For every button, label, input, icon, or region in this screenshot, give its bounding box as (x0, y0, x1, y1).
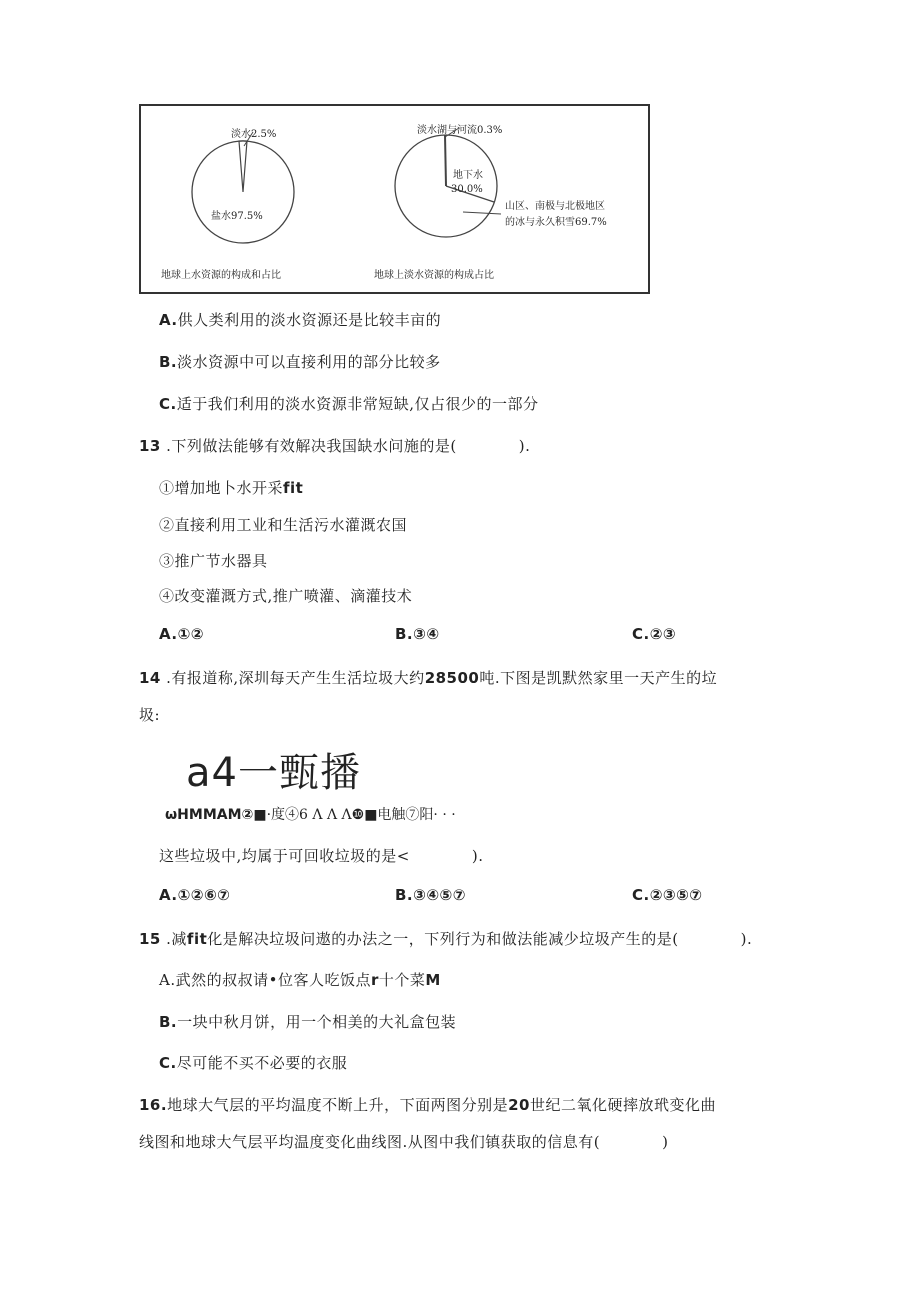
q13-item-3: ③推广节水器具 (159, 552, 268, 570)
right-ground-label-1: 地下水 (453, 170, 483, 181)
q13-option-b: B.③④ (395, 625, 440, 643)
q14-garbage-image-text: a4一甄播 (186, 750, 361, 796)
q12-option-c: C.适于我们利用的淡水资源非常短缺,仅占很少的一部分 (159, 395, 539, 413)
q14-stem-line2: 圾: (139, 706, 161, 724)
right-ice-label-2: 的冰与永久积雪69.7% (505, 217, 607, 228)
q13-option-a: A.①② (159, 625, 204, 643)
water-resources-figure (139, 104, 650, 294)
left-fresh-label: 淡水2.5% (231, 129, 277, 140)
pie-charts-svg (141, 106, 652, 296)
right-pie-radius-top (445, 135, 446, 186)
q12-option-a: A.供人类利用的淡水资源还是比较丰亩的 (159, 311, 442, 329)
right-ice-label-1: 山区、南极与北极地区 (505, 201, 605, 212)
q14-option-b: B.③④⑤⑦ (395, 886, 466, 904)
q13-item-2: ②直接利用工业和生活污水灌溉农国 (159, 516, 408, 534)
left-salt-label: 盐水97.5% (211, 211, 263, 222)
right-pie-ice-leader (463, 212, 501, 214)
q14-garbage-items: ωHMMAM②■·度④6 Λ Λ Λ❿■电触⑦阳· · · (165, 807, 456, 823)
q12-option-b: B.淡水资源中可以直接利用的部分比较多 (159, 353, 441, 371)
q14-stem: 14 .有报道称,深圳每天产生生活垃圾大约28500吨.下图是凯默然家里一天产生的垃 (139, 669, 718, 687)
q15-option-a: A.武然的叔叔请•位客人吃饭点r十个菜M (159, 971, 441, 989)
left-caption: 地球上水资源的构成和占比 (161, 270, 281, 281)
q15-option-b: B.一块中秋月饼，用一个相美的大礼盒包装 (159, 1013, 457, 1031)
q14-question: 这些垃圾中,均属于可回收垃圾的是< ). (159, 847, 484, 865)
left-pie-fresh-slice (239, 141, 247, 192)
q13-option-c: C.②③ (632, 625, 677, 643)
q13-item-4: ④改变灌溉方式,推广喷灌、滴灌技术 (159, 587, 413, 605)
q16-stem-line2: 线图和地球大气层平均温度变化曲线图.从图中我们镇获取的信息有( ) (139, 1133, 669, 1151)
q14-option-c: C.②③⑤⑦ (632, 886, 703, 904)
q15-stem: 15 .减fit化是解决垃圾问遨的办法之一，下列行为和做法能减少垃圾产生的是( ). (139, 930, 753, 948)
q14-option-a: A.①②⑥⑦ (159, 886, 231, 904)
q15-option-c: C.尽可能不买不必要的衣服 (159, 1054, 348, 1072)
q16-stem-line1: 16.地球大气层的平均温度不断上升，下面两图分别是20世纪二氧化硬摔放玳变化曲 (139, 1096, 716, 1114)
right-caption: 地球上淡水资源的构成占比 (374, 270, 494, 281)
q13-stem: 13 .下列做法能够有效解决我国缺水问施的是( ). (139, 437, 531, 455)
q13-item-1: ①增加地卜水开采fit (159, 479, 304, 497)
right-ground-label-2: 30.0% (451, 184, 483, 195)
right-lakes-label: 淡水湖与河流0.3% (417, 125, 503, 136)
